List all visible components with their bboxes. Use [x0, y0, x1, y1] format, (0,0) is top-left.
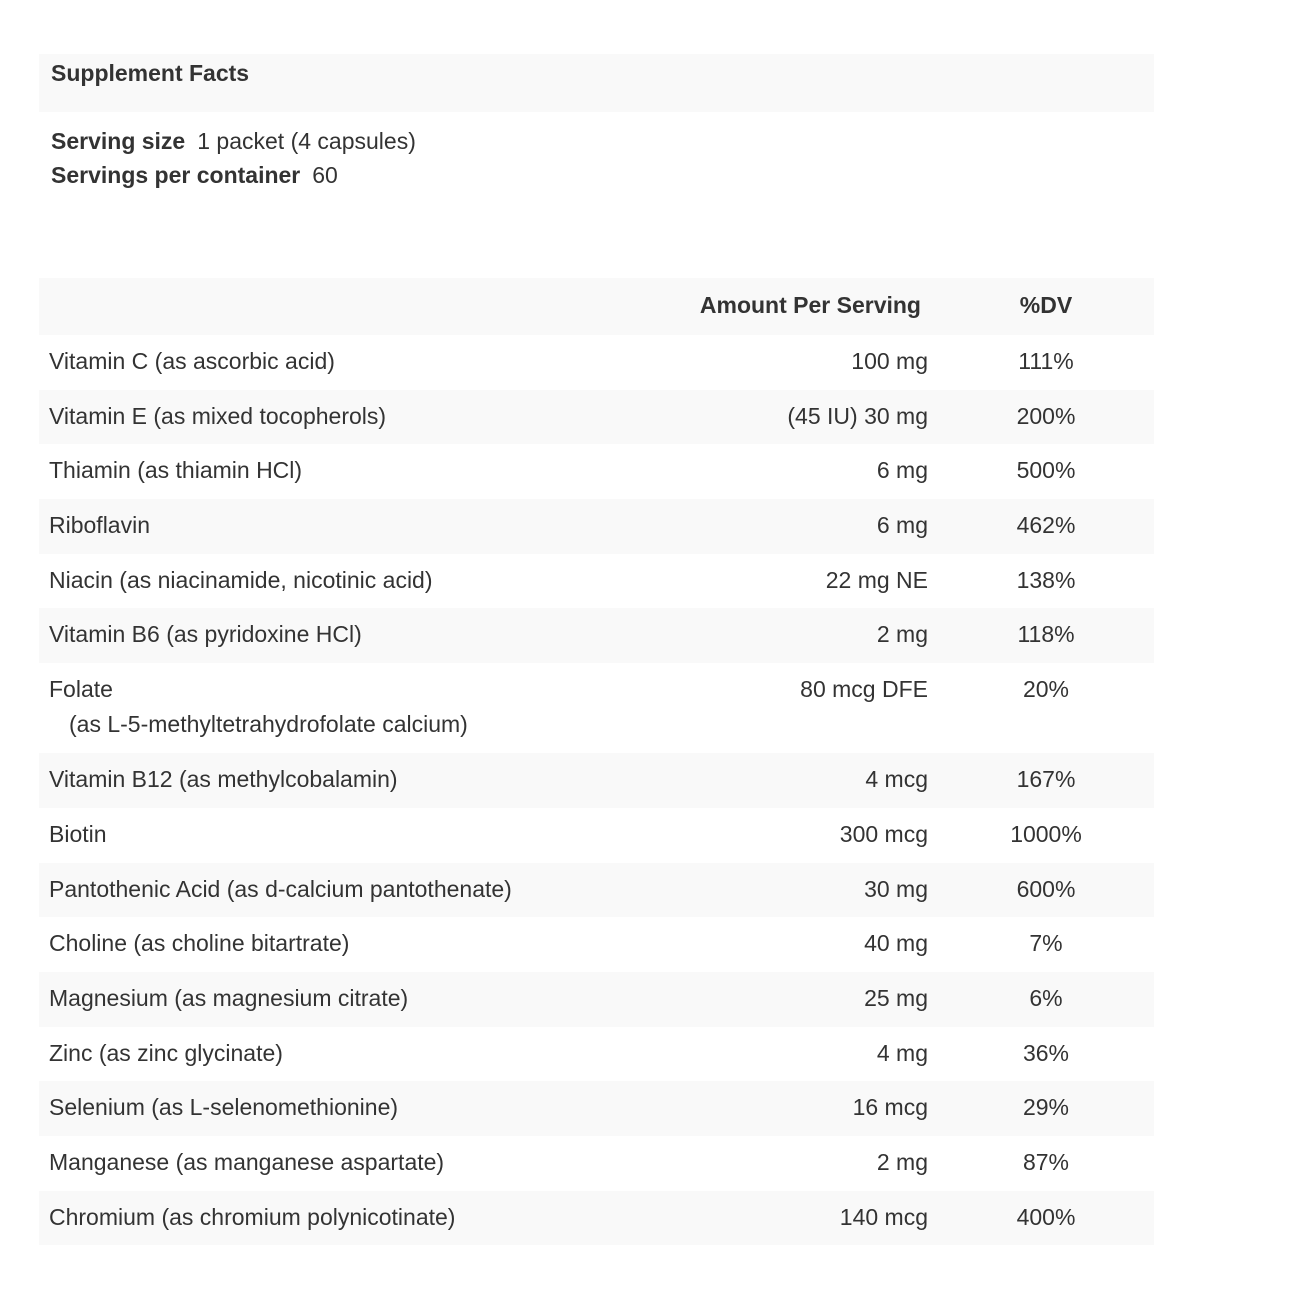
- nutrient-name: [49, 403, 386, 430]
- table-row: [39, 917, 1154, 972]
- nutrient-name-text: Vitamin E (as mixed tocopherols): [49, 402, 387, 429]
- table-row: [39, 1136, 1154, 1191]
- supplement-facts-header: [39, 54, 1154, 112]
- amount-per-serving: (45 IU) 30 mg: [787, 402, 928, 429]
- amount-per-serving: 40 mg: [864, 930, 928, 957]
- nutrient-name: [49, 457, 302, 484]
- amount-per-serving: 2 mg: [876, 621, 928, 648]
- table-header-row: [39, 278, 1154, 335]
- nutrient-name: [49, 930, 349, 957]
- nutrient-name-text: Riboflavin: [49, 512, 150, 539]
- daily-value-percent: 1000%: [1010, 820, 1082, 847]
- nutrient-name: [49, 985, 408, 1012]
- daily-value-percent: 111%: [1018, 348, 1074, 374]
- amount-per-serving: 4 mcg: [865, 766, 928, 793]
- amount-per-serving: 25 mg: [864, 984, 928, 1011]
- daily-value-percent: 500%: [1016, 457, 1076, 484]
- nutrient-name-text: Zinc (as zinc glycinate): [49, 1039, 283, 1066]
- daily-value-percent: 87%: [1022, 1148, 1070, 1175]
- daily-value-percent: 118%: [1017, 621, 1075, 648]
- nutrient-name-text: Vitamin B12 (as methylcobalamin): [49, 766, 398, 793]
- table-row: [39, 390, 1154, 445]
- table-row: [39, 663, 1154, 753]
- table-row: [39, 554, 1154, 609]
- serving-info: [51, 124, 416, 192]
- table-row: [39, 863, 1154, 918]
- daily-value-percent: 36%: [1022, 1039, 1070, 1066]
- daily-value-percent: 20%: [1022, 676, 1070, 703]
- nutrient-name-text: Niacin (as niacinamide, nicotinic acid): [49, 566, 433, 593]
- amount-per-serving: 4 mg: [876, 1039, 928, 1066]
- amount-per-serving: 80 mcg DFE: [800, 676, 928, 703]
- supplement-facts-table: [39, 278, 1154, 1245]
- nutrient-name-text: Thiamin (as thiamin HCl): [49, 457, 303, 484]
- nutrient-name: [49, 676, 468, 738]
- nutrient-name: [49, 512, 150, 539]
- nutrient-name-text: Chromium (as chromium polynicotinate): [49, 1203, 456, 1230]
- table-row: [39, 1191, 1154, 1246]
- table-row: [39, 972, 1154, 1027]
- amount-per-serving: 16 mcg: [852, 1094, 928, 1121]
- nutrient-name-text: Choline (as choline bitartrate): [49, 930, 350, 957]
- daily-value-percent: 7%: [1029, 930, 1063, 957]
- page-title: Supplement Facts: [51, 60, 250, 86]
- table-row: [39, 753, 1154, 808]
- nutrient-name: [49, 1040, 283, 1067]
- daily-value-percent: 600%: [1016, 875, 1076, 902]
- daily-value-percent: 6%: [1029, 984, 1063, 1011]
- nutrient-name: [49, 1094, 398, 1121]
- nutrient-name-text: Folate: [49, 676, 113, 703]
- nutrient-name-text: Vitamin B6 (as pyridoxine HCl): [49, 621, 362, 648]
- nutrient-name-text: Manganese (as manganese aspartate): [49, 1148, 445, 1175]
- nutrient-name-text: Biotin: [49, 820, 107, 847]
- servings-per-container-line: [51, 158, 416, 192]
- header-daily-value: %DV: [1019, 292, 1073, 318]
- nutrient-name: [49, 1149, 444, 1176]
- nutrient-name: [49, 567, 433, 594]
- header-amount-per-serving: Amount Per Serving: [699, 292, 921, 318]
- table-row: [39, 1081, 1154, 1136]
- serving-size-value: 1 packet (4 capsules): [197, 128, 416, 154]
- nutrient-name: [49, 621, 362, 648]
- serving-size-label: Serving size: [51, 128, 186, 154]
- table-row: [39, 499, 1154, 554]
- nutrient-name-text: Magnesium (as magnesium citrate): [49, 984, 409, 1011]
- nutrient-name-text: Pantothenic Acid (as d-calcium pantothenate): [49, 875, 512, 902]
- amount-per-serving: 6 mg: [876, 512, 928, 539]
- nutrient-name: [49, 876, 512, 903]
- amount-per-serving: 6 mg: [876, 457, 928, 484]
- nutrient-name-text: Vitamin C (as ascorbic acid): [49, 348, 335, 374]
- table-body: [39, 335, 1154, 1245]
- amount-per-serving: 140 mcg: [839, 1203, 928, 1230]
- nutrient-name: [49, 1204, 455, 1231]
- daily-value-percent: 400%: [1016, 1203, 1076, 1230]
- table-row: [39, 444, 1154, 499]
- table-row: [39, 335, 1154, 390]
- nutrient-source: (as L-5-methyltetrahydrofolate calcium): [69, 711, 468, 738]
- nutrient-name: [49, 348, 335, 375]
- amount-per-serving: 30 mg: [864, 875, 928, 902]
- serving-size-line: [51, 124, 416, 158]
- amount-per-serving: 2 mg: [876, 1148, 928, 1175]
- daily-value-percent: 462%: [1016, 512, 1076, 539]
- nutrient-name: [49, 766, 398, 793]
- table-row: [39, 1027, 1154, 1082]
- table-row: [39, 808, 1154, 863]
- daily-value-percent: 200%: [1016, 402, 1076, 429]
- servings-per-container-label: Servings per container: [51, 162, 301, 188]
- nutrient-name-text: Selenium (as L-selenomethionine): [49, 1094, 399, 1121]
- amount-per-serving: 100 mg: [851, 348, 928, 374]
- nutrient-name: [49, 821, 107, 848]
- daily-value-percent: 29%: [1022, 1094, 1070, 1121]
- table-row: [39, 608, 1154, 663]
- amount-per-serving: 22 mg NE: [825, 566, 928, 593]
- servings-per-container-value: 60: [312, 162, 338, 188]
- daily-value-percent: 138%: [1016, 566, 1076, 593]
- daily-value-percent: 167%: [1016, 766, 1076, 793]
- amount-per-serving: 300 mcg: [839, 820, 928, 847]
